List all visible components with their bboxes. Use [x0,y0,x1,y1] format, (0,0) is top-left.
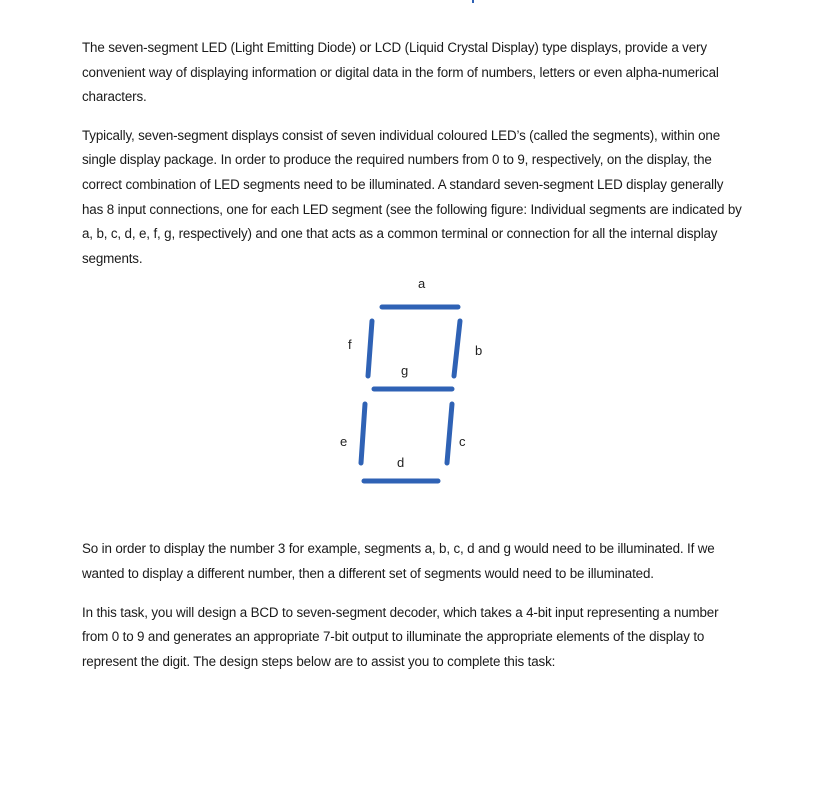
segment-e [361,404,365,463]
paragraph-intro: The seven-segment LED (Light Emitting Diode) or LCD (Liquid Crystal Display) type displays, provide a very convenient way of displaying information or digital data in the form of numbers, letters or even alpha-numerical characters. [82,40,719,105]
segment-label-b: b [475,343,483,359]
paragraph-segments-description: Typically, seven-segment displays consist of seven individual coloured LED’s (called the segments), within one single display package. In order to produce the required numbers from 0 to 9, respectively, on the display, the correct combination of LED segments need to be illuminated. A standard seven-segment LED display generally has 8 input connections, one for each LED segment (see the following figure: Individual segments are indicated by a, b, c, d, e, f, g, respectively) and one that acts as a common terminal or connection for all the internal display segments. [82,127,742,266]
segment-f [368,321,372,376]
segment-label-g: g [401,363,409,379]
segment-label-e: e [340,434,348,450]
segment-b [454,321,460,376]
paragraph-task-description: In this task, you will design a BCD to seven-segment decoder, which takes a 4-bit input representing a number from 0 to 9 and generates an appropriate 7-bit output to illuminate the appropriate elements of the display to represent the digit. The design steps below are to assist you to complete this task: [82,604,719,669]
document-page [82,36,742,674]
segment-label-d: d [397,455,405,471]
page-top-marker [472,0,474,3]
seven-segment-diagram [82,271,742,537]
paragraph-number-three-example: So in order to display the number 3 for example, segments a, b, c, d and g would need to be illuminated. If we wanted to display a different number, then a different set of segments would need to be illuminated. [82,541,715,581]
segment-c [447,404,452,463]
segment-label-a: a [418,276,426,292]
seven-segment-figure [82,271,742,537]
segment-label-c: c [459,434,466,450]
segment-label-f: f [348,337,352,353]
